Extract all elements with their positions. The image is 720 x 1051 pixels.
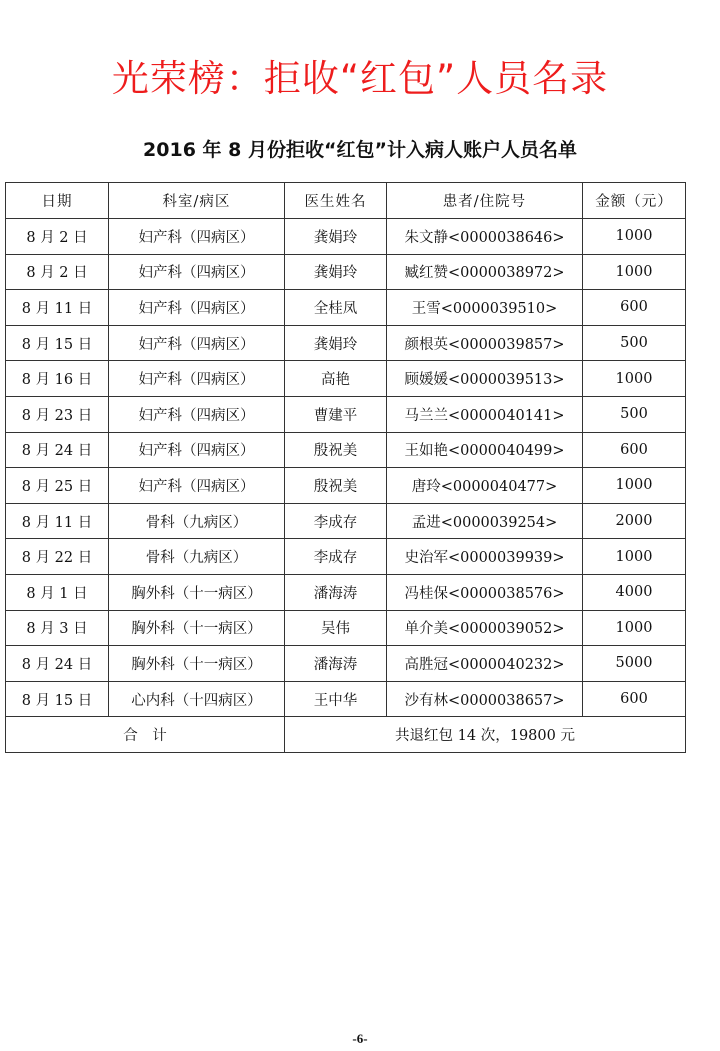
- cell-patient: 王雪<0000039510>: [387, 290, 583, 326]
- cell-department: 胸外科（十一病区）: [109, 610, 285, 646]
- cell-doctor: 殷祝美: [285, 468, 387, 504]
- cell-department: 胸外科（十一病区）: [109, 574, 285, 610]
- cell-amount: 1000: [583, 219, 686, 255]
- cell-amount: 600: [583, 681, 686, 717]
- cell-doctor: 龚娟玲: [285, 325, 387, 361]
- header-amount: 金额（元）: [583, 183, 686, 219]
- cell-amount: 1000: [583, 539, 686, 575]
- cell-department: 妇产科（四病区）: [109, 468, 285, 504]
- cell-amount: 500: [583, 325, 686, 361]
- table-header-row: [6, 183, 686, 219]
- cell-patient: 顾媛媛<0000039513>: [387, 361, 583, 397]
- cell-date: 8 月 23 日: [6, 396, 109, 432]
- table-row: [6, 574, 686, 610]
- table-row: [6, 361, 686, 397]
- cell-patient: 朱文静<0000038646>: [387, 219, 583, 255]
- cell-doctor: 王中华: [285, 681, 387, 717]
- cell-amount: 1000: [583, 468, 686, 504]
- table-row: [6, 432, 686, 468]
- total-label: 合 计: [6, 717, 285, 753]
- table-row: [6, 503, 686, 539]
- page-number: -6-: [352, 1031, 368, 1046]
- cell-patient: 王如艳<0000040499>: [387, 432, 583, 468]
- table-row: [6, 325, 686, 361]
- cell-department: 妇产科（四病区）: [109, 254, 285, 290]
- table-row: [6, 254, 686, 290]
- cell-date: 8 月 15 日: [6, 681, 109, 717]
- cell-doctor: 李成存: [285, 503, 387, 539]
- cell-patient: 高胜冠<0000040232>: [387, 646, 583, 682]
- header-department: 科室/病区: [109, 183, 285, 219]
- cell-date: 8 月 11 日: [6, 503, 109, 539]
- cell-date: 8 月 15 日: [6, 325, 109, 361]
- cell-date: 8 月 24 日: [6, 646, 109, 682]
- cell-department: 妇产科（四病区）: [109, 361, 285, 397]
- cell-department: 妇产科（四病区）: [109, 290, 285, 326]
- cell-amount: 1000: [583, 361, 686, 397]
- table-row: [6, 681, 686, 717]
- cell-doctor: 殷祝美: [285, 432, 387, 468]
- cell-amount: 600: [583, 432, 686, 468]
- cell-department: 骨科（九病区）: [109, 539, 285, 575]
- cell-department: 妇产科（四病区）: [109, 219, 285, 255]
- cell-department: 胸外科（十一病区）: [109, 646, 285, 682]
- cell-date: 8 月 22 日: [6, 539, 109, 575]
- table-title: 2016 年 8 月份拒收“红包”计入病人账户人员名单: [143, 139, 577, 161]
- table-row: [6, 396, 686, 432]
- table-row: [6, 290, 686, 326]
- table-row: [6, 468, 686, 504]
- cell-department: 妇产科（四病区）: [109, 325, 285, 361]
- table-row: [6, 610, 686, 646]
- table-row: [6, 539, 686, 575]
- cell-department: 心内科（十四病区）: [109, 681, 285, 717]
- cell-doctor: 李成存: [285, 539, 387, 575]
- cell-amount: 1000: [583, 610, 686, 646]
- cell-patient: 马兰兰<0000040141>: [387, 396, 583, 432]
- cell-amount: 600: [583, 290, 686, 326]
- cell-patient: 唐玲<0000040477>: [387, 468, 583, 504]
- cell-amount: 4000: [583, 574, 686, 610]
- cell-patient: 冯桂保<0000038576>: [387, 574, 583, 610]
- cell-department: 妇产科（四病区）: [109, 396, 285, 432]
- table-row: [6, 646, 686, 682]
- cell-patient: 孟进<0000039254>: [387, 503, 583, 539]
- cell-date: 8 月 3 日: [6, 610, 109, 646]
- cell-amount: 2000: [583, 503, 686, 539]
- cell-patient: 单介美<0000039052>: [387, 610, 583, 646]
- cell-doctor: 高艳: [285, 361, 387, 397]
- cell-patient: 沙有林<0000038657>: [387, 681, 583, 717]
- cell-patient: 史治军<0000039939>: [387, 539, 583, 575]
- cell-date: 8 月 2 日: [6, 254, 109, 290]
- cell-doctor: 吴伟: [285, 610, 387, 646]
- header-patient: 患者/住院号: [387, 183, 583, 219]
- cell-department: 骨科（九病区）: [109, 503, 285, 539]
- cell-amount: 5000: [583, 646, 686, 682]
- cell-amount: 1000: [583, 254, 686, 290]
- table-row: [6, 219, 686, 255]
- cell-date: 8 月 11 日: [6, 290, 109, 326]
- cell-doctor: 曹建平: [285, 396, 387, 432]
- cell-doctor: 全桂凤: [285, 290, 387, 326]
- header-doctor: 医生姓名: [285, 183, 387, 219]
- total-value: 共退红包 14 次，19800 元: [285, 717, 686, 753]
- cell-amount: 500: [583, 396, 686, 432]
- header-date: 日期: [6, 183, 109, 219]
- cell-doctor: 龚娟玲: [285, 219, 387, 255]
- cell-patient: 臧红赞<0000038972>: [387, 254, 583, 290]
- page-headline: 光荣榜：拒收“红包”人员名录: [111, 57, 609, 100]
- cell-date: 8 月 24 日: [6, 432, 109, 468]
- cell-doctor: 潘海涛: [285, 646, 387, 682]
- cell-department: 妇产科（四病区）: [109, 432, 285, 468]
- cell-date: 8 月 1 日: [6, 574, 109, 610]
- cell-doctor: 潘海涛: [285, 574, 387, 610]
- cell-doctor: 龚娟玲: [285, 254, 387, 290]
- red-envelope-refusal-table: [5, 182, 686, 753]
- cell-patient: 颜根英<0000039857>: [387, 325, 583, 361]
- cell-date: 8 月 2 日: [6, 219, 109, 255]
- cell-date: 8 月 25 日: [6, 468, 109, 504]
- cell-date: 8 月 16 日: [6, 361, 109, 397]
- table-total-row: [6, 717, 686, 753]
